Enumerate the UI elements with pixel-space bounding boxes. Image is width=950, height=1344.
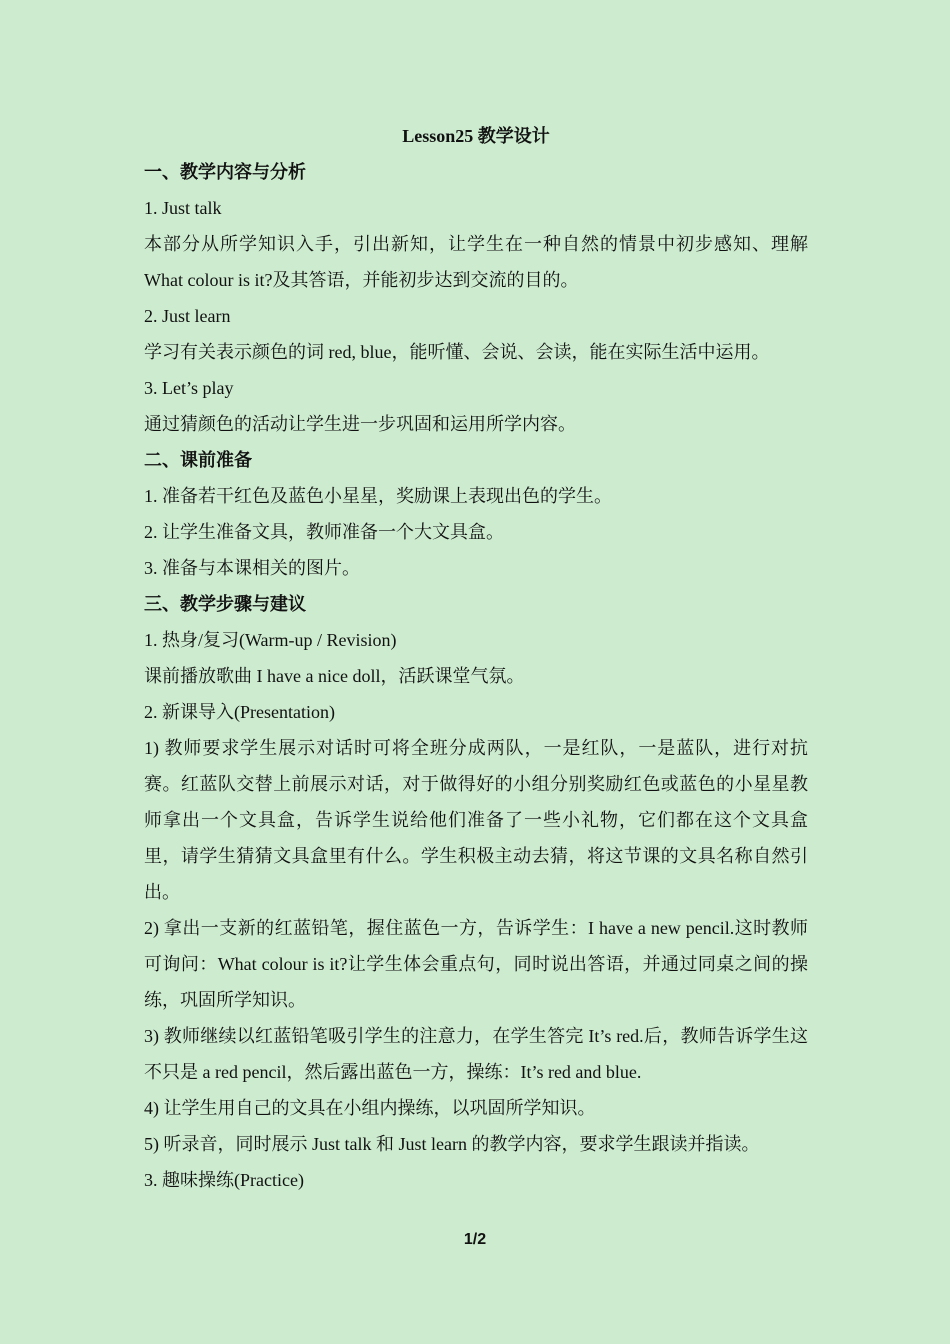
section-heading: 一、教学内容与分析 xyxy=(144,162,306,182)
paragraph: 2. Just learn xyxy=(144,306,231,326)
document-page xyxy=(144,118,808,1198)
document-title: Lesson25 教学设计 xyxy=(402,126,550,146)
section-content-analysis xyxy=(144,154,808,442)
paragraph: 3. 趣味操练(Practice) xyxy=(144,1170,304,1190)
paragraph: 1) 教师要求学生展示对话时可将全班分成两队，一是红队，一是蓝队，进行对抗赛。红蓝队交替上前展示对话，对于做得好的小组分别奖励红色或蓝色的小星星教师拿出一个文具盒，告诉学生说给他们准备了一些小礼物，它们都在这个文具盒里，请学生猜猜文具盒里有什么。学生积极主动去猜，将这节课的文具名称自然引出。 xyxy=(144,738,808,902)
section-heading: 二、课前准备 xyxy=(144,450,252,470)
section-heading: 三、教学步骤与建议 xyxy=(144,594,306,614)
paragraph: 4) 让学生用自己的文具在小组内操练，以巩固所学知识。 xyxy=(144,1098,596,1118)
paragraph: 1. Just talk xyxy=(144,198,222,218)
paragraph: 1. 热身/复习(Warm-up / Revision) xyxy=(144,630,397,650)
paragraph: 3. 准备与本课相关的图片。 xyxy=(144,558,360,578)
section-teaching-steps xyxy=(144,586,808,1198)
paragraph: 3) 教师继续以红蓝铅笔吸引学生的注意力，在学生答完 It’s red.后，教师告诉学生这不只是 a red pencil，然后露出蓝色一方，操练：It’s red and blue. xyxy=(144,1026,808,1082)
paragraph: 5) 听录音，同时展示 Just talk 和 Just learn 的教学内容，要求学生跟读并指读。 xyxy=(144,1134,760,1154)
paragraph: 本部分从所学知识入手，引出新知，让学生在一种自然的情景中初步感知、理解 What colour is it?及其答语，并能初步达到交流的目的。 xyxy=(144,234,808,290)
paragraph: 2. 让学生准备文具，教师准备一个大文具盒。 xyxy=(144,522,504,542)
paragraph: 学习有关表示颜色的词 red, blue，能听懂、会说、会读，能在实际生活中运用。 xyxy=(144,342,770,362)
page-current: 1 xyxy=(463,1231,473,1248)
paragraph: 3. Let’s play xyxy=(144,378,234,398)
page-separator: / xyxy=(472,1231,478,1248)
section-preparation xyxy=(144,442,808,586)
page-total: 2 xyxy=(477,1231,487,1248)
paragraph: 1. 准备若干红色及蓝色小星星，奖励课上表现出色的学生。 xyxy=(144,486,612,506)
paragraph: 课前播放歌曲 I have a nice doll，活跃课堂气氛。 xyxy=(144,666,525,686)
paragraph: 通过猜颜色的活动让学生进一步巩固和运用所学内容。 xyxy=(144,414,576,434)
page-number xyxy=(0,1228,950,1252)
paragraph: 2. 新课导入(Presentation) xyxy=(144,702,335,722)
paragraph: 2) 拿出一支新的红蓝铅笔，握住蓝色一方，告诉学生：I have a new pencil.这时教师可询问：What colour is it?让学生体会重点句，同时说出答语，并通过同桌之间的操练，巩固所学知识。 xyxy=(144,918,808,1010)
